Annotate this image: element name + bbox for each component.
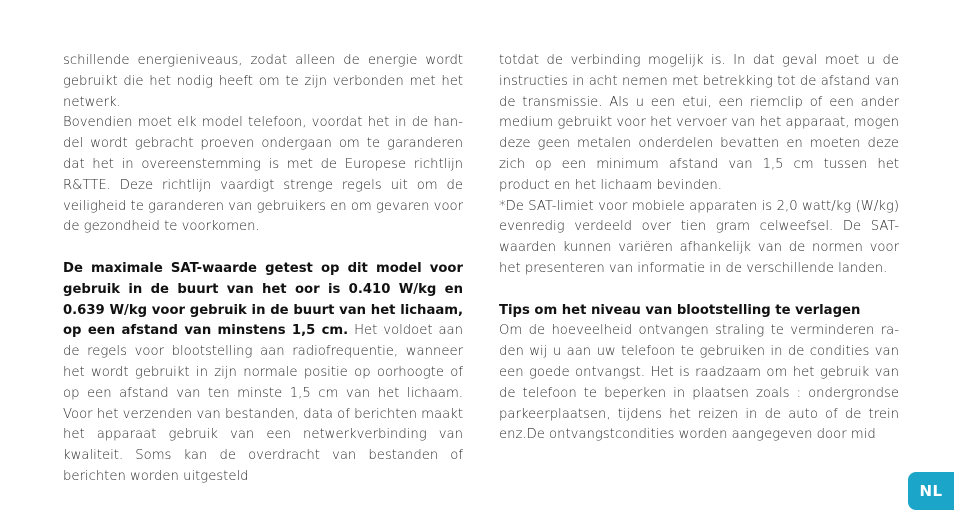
- sat-values-text: Het voldoet aan de regels voor blootstelling aan radiofrequentie, wanneer het wordt gebruikt in zijn normale positie op oorhoogte of op een afstand van ten minste 1,5 cm van het lichaam. Voor het verzenden van bestanden, data of berichten maakt het apparaat gebruik van een netwerkverbinding van kwaliteit. Soms kan de overdracht van bestanden of berichten worden uitgesteld: [63, 323, 463, 484]
- paragraph-gap: [499, 280, 899, 301]
- language-tab-nl: NL: [908, 472, 954, 510]
- paragraph-sat-limit: *De SAT-limiet voor mobiele apparaten is 2,0 watt/kg (W/kg) evenredig verdeeld over tien gram celweefsel. De SAT-waarden kunnen variëren afhankelijk van de normen voor het presenteren van informatie in de verschillende landen.: [499, 198, 899, 276]
- right-column: [499, 51, 899, 446]
- paragraph-reduce-exposure: Om de hoeveelheid ontvangen straling te verminderen raden wij u aan uw telefoon te gebruiken in de condities van een goede ontvangst. Het is raadzaam om het gebruik van de telefoon te beperken in plaatsen zoals : ondergrondse parkeerplaatsen, tijdens het reizen in de auto of de trein enz.De ontvangstcondities worden aangegeven door mid: [499, 323, 899, 443]
- left-column: [63, 51, 463, 488]
- paragraph-sat-values: [63, 259, 463, 488]
- section-heading-tips: Tips om het niveau van blootstelling te verlagen: [499, 302, 861, 318]
- paragraph-transmission-distance: totdat de verbinding mogelijk is. In dat geval moet u de instructies in acht nemen met betrekking tot de afstand van de transmissie. Als u een etui, een riemclip of een ander medium gebruikt voor het vervoer van het apparaat, mogen deze geen metalen onderdelen bevatten en moeten deze zich op een minimum afstand van 1,5 cm tussen het product en het lichaam bevinden.: [499, 53, 899, 193]
- paragraph-rtte-directive: Bovendien moet elk model telefoon, voordat het in de handel wordt gebracht proeven ondergaan om te garanderen dat het in overeenstemming is met de Europese richtlijn R&TTE. Deze richtlijn vaardigt strenge regels uit om de veiligheid te garanderen van gebruikers en om gevaren voor de gezondheid te voorkomen.: [63, 115, 464, 235]
- paragraph-energy-levels: schillende energieniveaus, zodat alleen de energie wordt gebruikt die het nodig heeft om te zijn verbonden met het netwerk.: [63, 53, 463, 110]
- sat-values-bold: De maximale SAT-waarde getest op dit model voor gebruik in de buurt van het oor is 0.410 W/kg en 0.639 W/kg voor gebruik in de buurt van het lichaam, op een afstand van minstens 1,5 cm.: [63, 260, 463, 339]
- paragraph-gap: [63, 238, 463, 259]
